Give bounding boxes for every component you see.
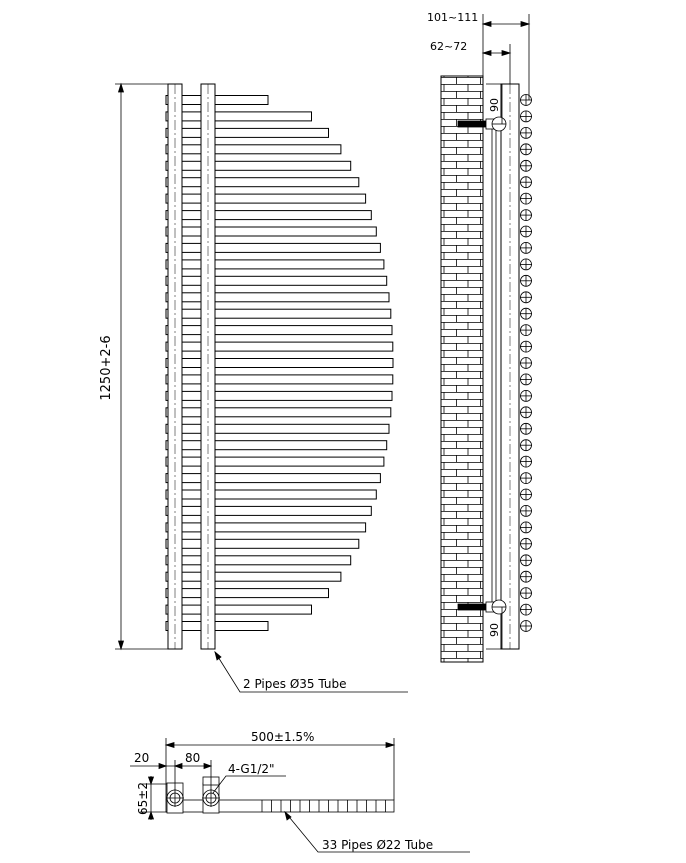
connections-label: 4-G1/2" (228, 762, 275, 776)
horizontal-pipes-label: 33 Pipes Ø22 Tube (322, 838, 434, 852)
bar-cross-section (520, 604, 532, 615)
bar-cross-section (520, 571, 532, 582)
bar-cross-section (520, 226, 532, 237)
pipe-spacing-label: 80 (185, 751, 201, 765)
horizontal-bar (166, 112, 312, 121)
horizontal-bar (166, 539, 359, 548)
bar-cross-section (520, 555, 532, 566)
horizontal-bar (166, 359, 393, 368)
bar-cross-section (520, 242, 532, 253)
horizontal-bar (166, 589, 329, 598)
horizontal-bar (166, 490, 376, 499)
front-view (166, 84, 393, 649)
horizontal-bar (166, 605, 312, 614)
horizontal-bar (166, 441, 387, 450)
horizontal-bar (166, 161, 351, 170)
bar-cross-section (520, 358, 532, 369)
bar-cross-section (520, 308, 532, 319)
bar-cross-section (520, 325, 532, 336)
bar-cross-section (520, 621, 532, 632)
horizontal-bar (166, 391, 392, 400)
horizontal-bar (166, 408, 391, 417)
bar-cross-section (520, 440, 532, 451)
bar-cross-section (520, 292, 532, 303)
horizontal-bar (166, 375, 393, 384)
top-view (166, 777, 394, 813)
horizontal-bar (166, 276, 387, 285)
width-label: 500±1.5% (251, 730, 315, 744)
bar-cross-section (520, 588, 532, 599)
bar-cross-section (520, 341, 532, 352)
bar-cross-section (520, 473, 532, 484)
bar-cross-section (520, 111, 532, 122)
bar-cross-section (520, 259, 532, 270)
horizontal-bar (166, 227, 376, 236)
horizontal-bar (166, 523, 366, 532)
horizontal-bar (166, 506, 371, 515)
horizontal-bar (166, 424, 389, 433)
bar-cross-section (520, 522, 532, 533)
bar-cross-section (520, 193, 532, 204)
bar-cross-section (520, 489, 532, 500)
bar-cross-sections (520, 95, 532, 632)
pipe-offset-label: 62~72 (430, 40, 468, 53)
horizontal-bar (166, 309, 391, 318)
bracket-bottom-label: 90 (488, 623, 501, 637)
horizontal-bar (166, 556, 351, 565)
bar-cross-section (520, 538, 532, 549)
side-vertical-pipe (501, 84, 519, 649)
bar-cross-section (520, 505, 532, 516)
horizontal-bar (166, 211, 371, 220)
horizontal-bar (166, 194, 366, 203)
horizontal-bar (166, 326, 392, 335)
horizontal-bar (166, 342, 393, 351)
horizontal-bar (166, 260, 384, 269)
bar-cross-section (520, 95, 532, 106)
edge-offset-label: 20 (134, 751, 150, 765)
bar-cross-section (520, 390, 532, 401)
wall-offset-label: 101~111 (427, 11, 479, 24)
vertical-pipes-label: 2 Pipes Ø35 Tube (243, 677, 347, 691)
bracket-top-label: 90 (488, 98, 501, 112)
height-dimension (115, 84, 168, 649)
side-view (441, 14, 532, 662)
height-label: 1250+2-6 (99, 335, 114, 401)
horizontal-bar (166, 293, 389, 302)
horizontal-bar (166, 457, 384, 466)
bar-cross-section (520, 127, 532, 138)
brick-wall (441, 76, 483, 662)
bar-cross-section (520, 407, 532, 418)
bar-cross-section (520, 374, 532, 385)
depth-label: 65±2 (136, 782, 150, 815)
right-vertical-pipe (201, 84, 215, 649)
top-body (166, 800, 394, 812)
bar-cross-section (520, 456, 532, 467)
bar-cross-section (520, 275, 532, 286)
horizontal-bar (166, 474, 380, 483)
horizontal-bar (166, 572, 341, 581)
bar-cross-section (520, 160, 532, 171)
front-bars (166, 96, 393, 631)
horizontal-bar (166, 145, 341, 154)
horizontal-bar (166, 243, 380, 252)
bar-cross-section (520, 210, 532, 221)
bar-cross-section (520, 144, 532, 155)
bar-cross-section (520, 423, 532, 434)
horizontal-bar (166, 128, 329, 137)
left-vertical-pipe (168, 84, 182, 649)
bar-cross-section (520, 177, 532, 188)
horizontal-bar (166, 178, 359, 187)
